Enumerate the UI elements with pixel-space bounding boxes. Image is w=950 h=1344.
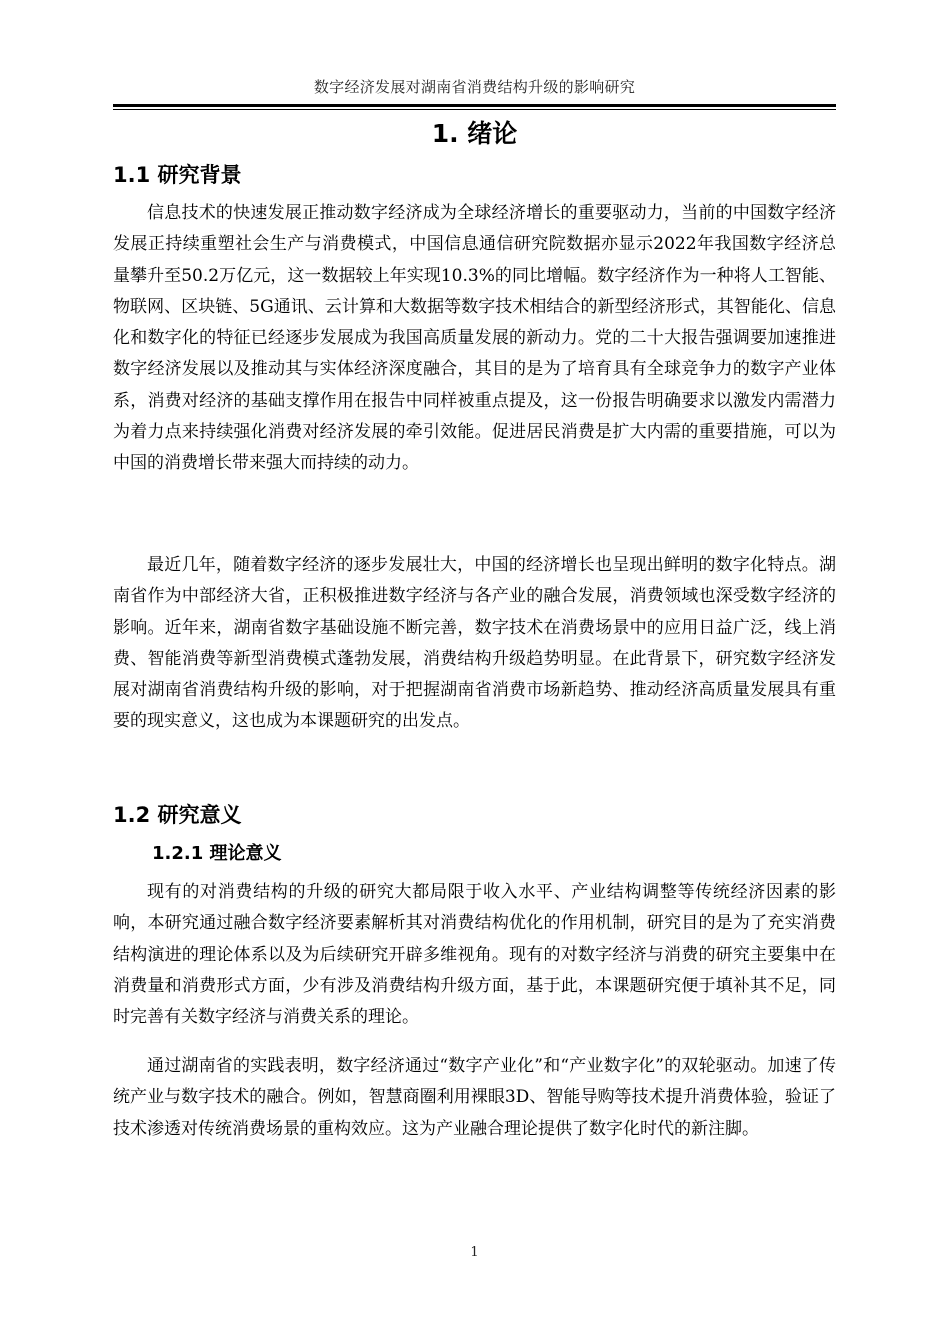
- paragraph-theory-1: 现有的对消费结构的升级的研究大都局限于收入水平、产业结构调整等传统经济因素的影响，本研究通过融合数字经济要素解析其对消费结构优化的作用机制，研究目的是为了充实消费结构演进的理论体系以及为后续研究开辟多维视角。现有的对数字经济与消费的研究主要集中在消费量和消费形式方面，少有涉及消费结构升级方面，基于此，本课题研究便于填补其不足，同时完善有关数字经济与消费关系的理论。: [113, 882, 836, 1028]
- paragraph-theory-2: 通过湖南省的实践表明，数字经济通过“数字产业化”和“产业数字化”的双轮驱动。加速了传统产业与数字技术的融合。例如，智慧商圈利用裸眼3D、智能导购等技术提升消费体验，验证了技术渗透对传统消费场景的重构效应。这为产业融合理论提供了数字化时代的新注脚。: [113, 1056, 836, 1139]
- chapter-title: 1. 绪论: [431, 119, 518, 148]
- paragraph-background-1: 信息技术的快速发展正推动数字经济成为全球经济增长的重要驱动力，当前的中国数字经济发展正持续重塑社会生产与消费模式，中国信息通信研究院数据亦显示2022年我国数字经济总量攀升至50.2万亿元，这一数据较上年实现10.3%的同比增幅。数字经济作为一种将人工智能、物联网、区块链、5G通讯、云计算和大数据等数字技术相结合的新型经济形式，其智能化、信息化和数字化的特征已经逐步发展成为我国高质量发展的新动力。党的二十大报告强调要加速推进数字经济发展以及推动其与实体经济深度融合，其目的是为了培育具有全球竞争力的数字产业体系，消费对经济的基础支撑作用在报告中同样被重点提及，这一份报告明确要求以激发内需潜力为着力点来持续强化消费对经济发展的牵引效能。促进居民消费是扩大内需的重要措施，可以为中国的消费增长带来强大而持续的动力。: [113, 203, 836, 474]
- subsection-heading-theoretical-significance: 1.2.1 理论意义: [152, 843, 282, 864]
- section-heading-research-significance: 1.2 研究意义: [113, 803, 242, 827]
- header-rule-thick: [113, 104, 836, 107]
- running-header: 数字经济发展对湖南省消费结构升级的影响研究: [313, 78, 636, 96]
- section-heading-research-background: 1.1 研究背景: [113, 163, 242, 187]
- page-number: 1: [470, 1245, 479, 1260]
- paragraph-background-2: 最近几年，随着数字经济的逐步发展壮大，中国的经济增长也呈现出鲜明的数字化特点。湖南省作为中部经济大省，正积极推进数字经济与各产业的融合发展，消费领域也深受数字经济的影响。近年来，湖南省数字基础设施不断完善，数字技术在消费场景中的应用日益广泛，线上消费、智能消费等新型消费模式蓬勃发展，消费结构升级趋势明显。在此背景下，研究数字经济发展对湖南省消费结构升级的影响，对于把握湖南省消费市场新趋势、推动经济高质量发展具有重要的现实意义，这也成为本课题研究的出发点。: [113, 555, 836, 732]
- header-rule-thin: [113, 109, 836, 110]
